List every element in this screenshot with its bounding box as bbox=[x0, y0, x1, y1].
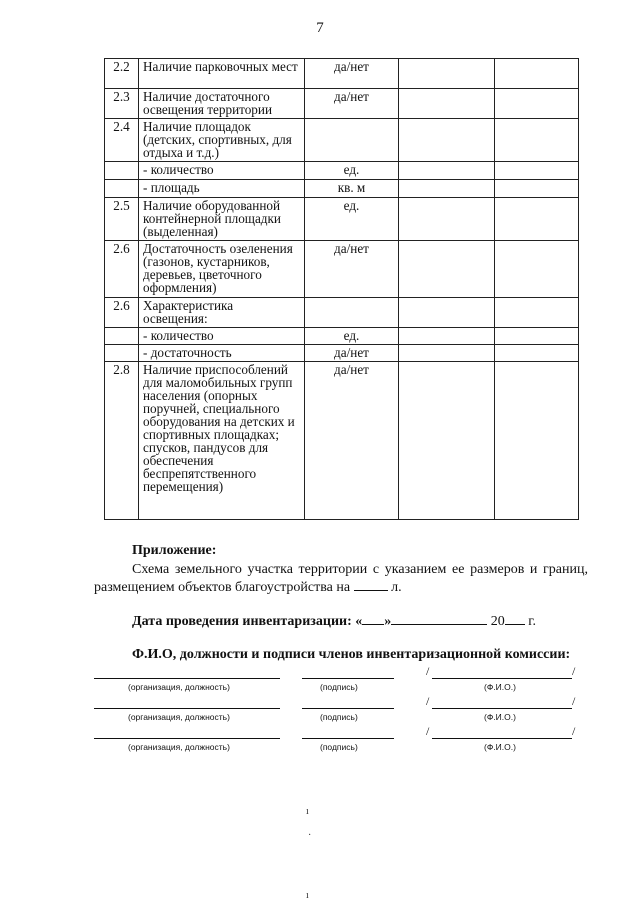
row-unit: да/нет bbox=[305, 89, 399, 119]
note-cell[interactable] bbox=[495, 180, 579, 198]
row-unit: ед. bbox=[305, 198, 399, 241]
appendix-text bbox=[94, 561, 588, 596]
row-number: 2.5 bbox=[105, 198, 139, 241]
fio-caption: (Ф.И.О.) bbox=[484, 742, 516, 752]
date-quote-close: » bbox=[384, 614, 392, 629]
value-cell[interactable] bbox=[399, 345, 495, 362]
value-cell[interactable] bbox=[399, 362, 495, 520]
note-cell[interactable] bbox=[495, 328, 579, 345]
note-cell[interactable] bbox=[495, 59, 579, 89]
table-row bbox=[105, 328, 579, 345]
table-row bbox=[105, 362, 579, 520]
row-name: Наличие парковочных мест bbox=[139, 59, 305, 89]
table-row bbox=[105, 162, 579, 180]
appendix-text-after: л. bbox=[391, 580, 402, 595]
fio-field[interactable] bbox=[432, 738, 572, 739]
table-row bbox=[105, 59, 579, 89]
value-cell[interactable] bbox=[399, 59, 495, 89]
signature-row bbox=[94, 666, 580, 696]
table-row bbox=[105, 298, 579, 328]
row-name: Наличие площадок (детских, спортивных, для отдыха и т.д.) bbox=[139, 119, 305, 162]
table-row bbox=[105, 119, 579, 162]
year-field[interactable] bbox=[505, 612, 525, 625]
note-cell[interactable] bbox=[495, 241, 579, 298]
signature-row bbox=[94, 726, 580, 756]
inventory-date-line bbox=[132, 612, 536, 630]
fio-field[interactable] bbox=[432, 678, 572, 679]
note-cell[interactable] bbox=[495, 198, 579, 241]
signature-caption: (подпись) bbox=[320, 712, 358, 722]
value-cell[interactable] bbox=[399, 328, 495, 345]
commission-title: Ф.И.О, должности и подписи членов инвентаризационной комиссии: bbox=[132, 647, 571, 662]
signature-caption: (подпись) bbox=[320, 742, 358, 752]
fio-slash-left: / bbox=[426, 724, 430, 738]
value-cell[interactable] bbox=[399, 298, 495, 328]
day-field[interactable] bbox=[362, 612, 384, 625]
scan-mark: · bbox=[308, 830, 312, 841]
row-name: Наличие оборудованной контейнерной площадки (выделенная) bbox=[139, 198, 305, 241]
row-number bbox=[105, 345, 139, 362]
date-label: Дата проведения инвентаризации: « bbox=[132, 614, 363, 629]
appendix-title: Приложение: bbox=[132, 543, 217, 558]
table-row bbox=[105, 345, 579, 362]
value-cell[interactable] bbox=[399, 162, 495, 180]
row-name: Достаточность озеленения (газонов, кустарников, деревьев, цветочного оформления) bbox=[139, 241, 305, 298]
row-name: - количество bbox=[139, 162, 305, 180]
value-cell[interactable] bbox=[399, 180, 495, 198]
year-prefix: 20 bbox=[490, 614, 505, 629]
row-unit bbox=[305, 298, 399, 328]
org-position-caption: (организация, должность) bbox=[128, 742, 230, 752]
row-unit: ед. bbox=[305, 328, 399, 345]
row-name: - количество bbox=[139, 328, 305, 345]
value-cell[interactable] bbox=[399, 119, 495, 162]
year-suffix: г. bbox=[528, 614, 536, 629]
value-cell[interactable] bbox=[399, 198, 495, 241]
row-number: 2.8 bbox=[105, 362, 139, 520]
note-cell[interactable] bbox=[495, 119, 579, 162]
row-name: Наличие достаточного освещения территории bbox=[139, 89, 305, 119]
table-row bbox=[105, 89, 579, 119]
fio-slash-right: / bbox=[572, 724, 576, 738]
signature-row bbox=[94, 696, 580, 726]
row-number: 2.3 bbox=[105, 89, 139, 119]
fio-caption: (Ф.И.О.) bbox=[484, 682, 516, 692]
row-number: 2.6 bbox=[105, 298, 139, 328]
note-cell[interactable] bbox=[495, 298, 579, 328]
note-cell[interactable] bbox=[495, 362, 579, 520]
row-number bbox=[105, 328, 139, 345]
org-position-field[interactable] bbox=[94, 738, 280, 739]
row-unit: кв. м bbox=[305, 180, 399, 198]
signature-caption: (подпись) bbox=[320, 682, 358, 692]
row-name: - достаточность bbox=[139, 345, 305, 362]
row-number: 2.2 bbox=[105, 59, 139, 89]
row-number: 2.6 bbox=[105, 241, 139, 298]
row-unit: да/нет bbox=[305, 345, 399, 362]
fio-slash-right: / bbox=[572, 694, 576, 708]
row-number bbox=[105, 180, 139, 198]
value-cell[interactable] bbox=[399, 241, 495, 298]
note-cell[interactable] bbox=[495, 89, 579, 119]
org-position-field[interactable] bbox=[94, 708, 280, 709]
row-name: Наличие приспособлений для маломобильных групп населения (опорных поручней, специального оборудования на детских и спортивных площадках; спусков, пандусов для обеспечения беспрепятственного перемещения) bbox=[139, 362, 305, 520]
row-unit: ед. bbox=[305, 162, 399, 180]
signature-field[interactable] bbox=[302, 678, 394, 679]
fio-slash-right: / bbox=[572, 664, 576, 678]
org-position-caption: (организация, должность) bbox=[128, 682, 230, 692]
month-field[interactable] bbox=[391, 612, 487, 625]
fio-slash-left: / bbox=[426, 664, 430, 678]
fio-slash-left: / bbox=[426, 694, 430, 708]
sheets-count-field[interactable] bbox=[354, 578, 388, 591]
signature-field[interactable] bbox=[302, 738, 394, 739]
row-name: Характеристика освещения: bbox=[139, 298, 305, 328]
appendix-section bbox=[94, 542, 588, 596]
row-unit: да/нет bbox=[305, 59, 399, 89]
scan-mark: ı bbox=[306, 806, 309, 817]
row-number: 2.4 bbox=[105, 119, 139, 162]
row-unit bbox=[305, 119, 399, 162]
fio-caption: (Ф.И.О.) bbox=[484, 712, 516, 722]
note-cell[interactable] bbox=[495, 162, 579, 180]
row-name: - площадь bbox=[139, 180, 305, 198]
row-unit: да/нет bbox=[305, 241, 399, 298]
row-unit: да/нет bbox=[305, 362, 399, 520]
org-position-caption: (организация, должность) bbox=[128, 712, 230, 722]
row-number bbox=[105, 162, 139, 180]
note-cell[interactable] bbox=[495, 345, 579, 362]
table-row bbox=[105, 198, 579, 241]
page-number: 7 bbox=[316, 20, 324, 36]
table-row bbox=[105, 180, 579, 198]
value-cell[interactable] bbox=[399, 89, 495, 119]
org-position-field[interactable] bbox=[94, 678, 280, 679]
table-row bbox=[105, 241, 579, 298]
inventory-table bbox=[104, 58, 579, 520]
signature-field[interactable] bbox=[302, 708, 394, 709]
fio-field[interactable] bbox=[432, 708, 572, 709]
appendix-text-before: Схема земельного участка территории с указанием ее размеров и границ, размещением объектов благоустройства на bbox=[94, 562, 588, 595]
scan-mark: ı bbox=[306, 890, 309, 901]
